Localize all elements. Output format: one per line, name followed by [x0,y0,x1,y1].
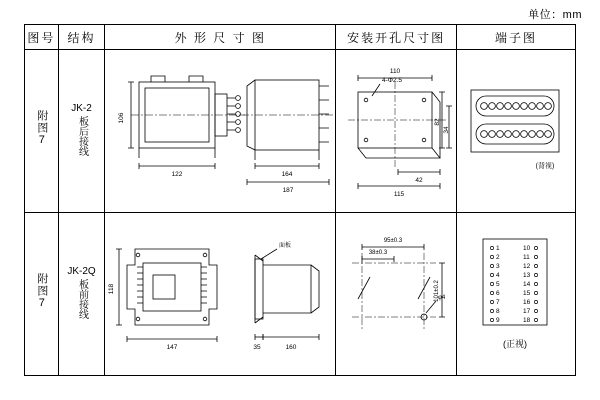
header-outline-dims: 外 形 尺 寸 图 [105,25,336,50]
header-terminal-diagram: 端子图 [457,25,576,50]
structure-text-2: 板前接线 [76,279,88,319]
svg-text:3: 3 [496,263,500,270]
mounting-hole-drawing-jk2q [336,213,454,373]
cell-terminal-2 [457,213,576,376]
header-mounting-hole-dims: 安装开孔尺寸图 [336,25,457,50]
cell-drawing-no-1 [25,50,59,213]
terminal-diagram-jk2q [457,213,573,373]
terminal-diagram-jk2 [457,50,573,210]
dim-4-phi25: 4-Φ2.5 [382,77,403,84]
structure-text-1: 板后接线 [76,116,88,156]
svg-text:18: 18 [523,317,531,324]
cell-terminal-1 [457,50,576,213]
dim-42: 42 [415,177,423,184]
dim-187: 187 [282,187,294,194]
table-row [25,50,576,213]
structure-model-2: JK-2Q [67,266,96,277]
svg-text:1: 1 [496,245,500,252]
svg-text:11: 11 [523,254,530,261]
svg-text:7: 7 [496,299,500,306]
cell-mounting-2 [336,213,457,376]
dim-34: 34 [443,126,451,134]
mounting-hole-drawing-jk2 [336,50,454,210]
header-drawing-no: 图号 [25,25,59,50]
header-structure: 结构 [58,25,105,50]
dim-82: 82 [434,118,442,126]
table-row [25,213,576,376]
dim-phi4: φ4 [438,295,446,301]
dim-160: 160 [285,344,297,351]
svg-text:10: 10 [523,245,531,252]
dim-106: 106 [118,112,126,124]
terminal-caption-2: (正视) [503,339,528,349]
dim-122: 122 [171,171,183,178]
structure-model-1: JK-2 [71,103,92,114]
dim-118: 118 [108,283,116,295]
cell-structure-2 [58,213,105,376]
svg-text:12: 12 [523,263,531,270]
dim-101: 101±0.2 [434,280,441,302]
label-panel: 面板 [279,243,292,249]
svg-text:14: 14 [523,281,531,288]
unit-note: 单位：mm [528,9,582,21]
svg-text:8: 8 [496,308,500,315]
dim-38: 38±0.3 [369,250,388,256]
cell-outline-2 [105,213,336,376]
dim-147: 147 [166,344,178,351]
svg-text:6: 6 [496,290,500,297]
svg-text:5: 5 [496,281,500,288]
svg-text:2: 2 [496,254,500,261]
outline-drawing-jk2q [105,213,333,373]
cell-mounting-1 [336,50,457,213]
drawing-no-text-2: 附图7 [35,273,48,310]
outline-drawing-jk2 [105,50,333,210]
cell-structure-1 [58,50,105,213]
svg-text:16: 16 [523,299,531,306]
dim-164: 164 [281,171,293,178]
spec-table [24,24,576,376]
svg-text:4: 4 [496,272,500,279]
svg-text:9: 9 [496,317,500,324]
cell-drawing-no-2 [25,213,59,376]
dim-115: 115 [394,191,405,198]
table-header-row [25,25,576,50]
dim-95: 95±0.3 [384,238,403,244]
dim-35: 35 [253,344,262,351]
cell-outline-1 [105,50,336,213]
svg-text:13: 13 [523,272,531,279]
svg-text:15: 15 [523,290,531,297]
dim-110: 110 [390,68,401,75]
terminal-caption-1: (背视) [535,163,555,170]
drawing-no-text-1: 附图7 [35,110,48,147]
svg-text:17: 17 [523,308,531,315]
